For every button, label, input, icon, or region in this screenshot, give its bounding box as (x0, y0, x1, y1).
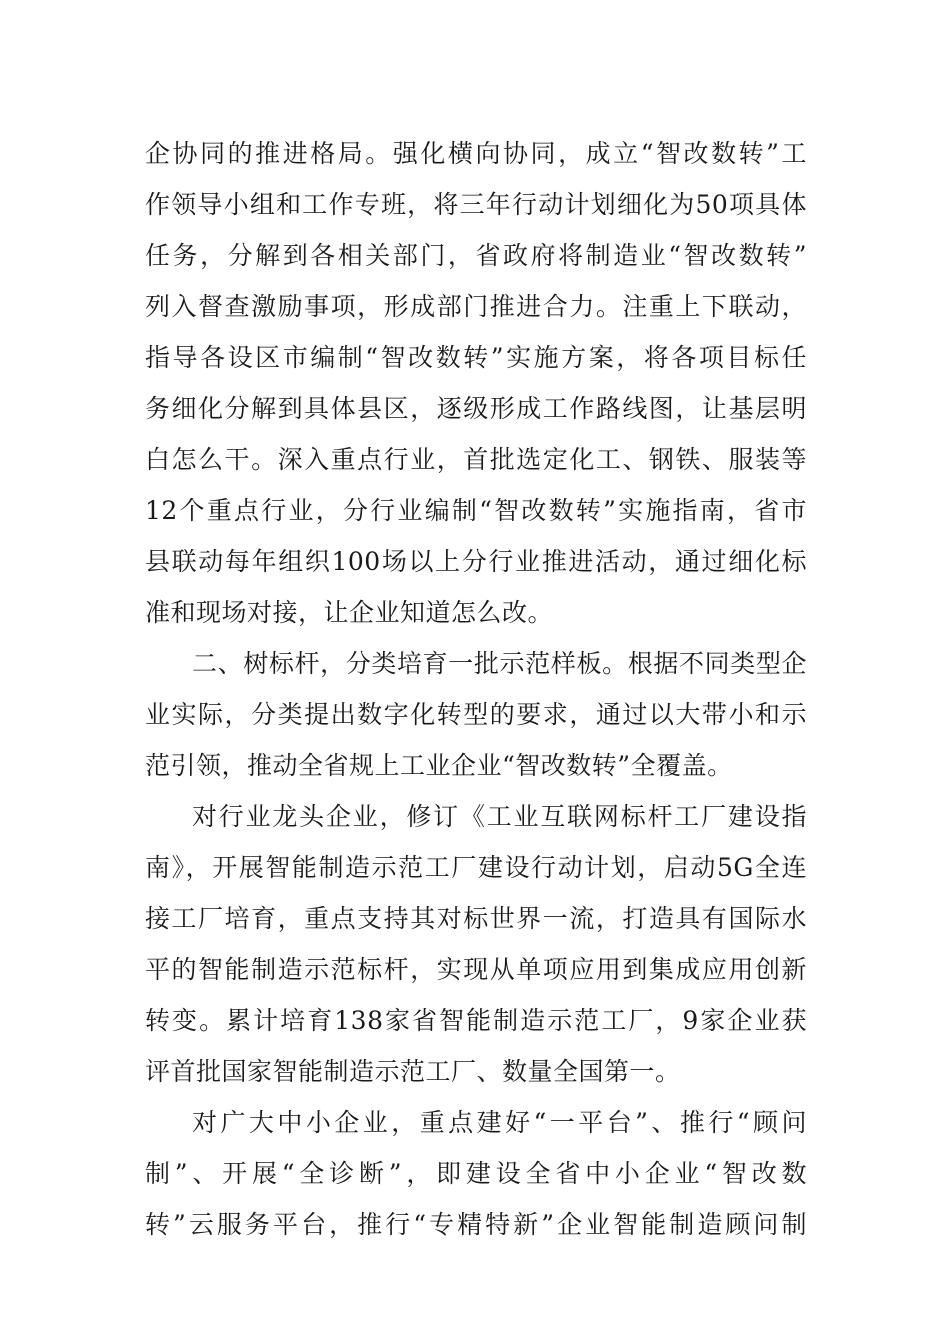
paragraph-3-line-2: 南》，开展智能制造示范工厂建设行动计划，启动5G全连 (145, 853, 807, 882)
paragraph-1-line-3: 任务，分解到各相关部门，省政府将制造业“智改数转” (145, 241, 807, 270)
paragraph-4-line-3: 转”云服务平台，推行“专精特新”企业智能制造顾问制 (145, 1210, 807, 1239)
paragraph-4-line-2: 制”、开展“全诊断”，即建设全省中小企业“智改数 (145, 1159, 807, 1188)
paragraph-1-line-7: 白怎么干。深入重点行业，首批选定化工、钢铁、服装等 (145, 445, 807, 474)
paragraph-1-line-5: 指导各设区市编制“智改数转”实施方案，将各项目标任 (145, 343, 807, 372)
paragraph-4-line-1: 对广大中小企业，重点建好“一平台”、推行“顾问 (192, 1108, 807, 1137)
paragraph-2-line-3: 范引领，推动全省规上工业企业“智改数转”全覆盖。 (145, 751, 733, 780)
paragraph-3-line-6: 评首批国家智能制造示范工厂、数量全国第一。 (145, 1057, 681, 1086)
paragraph-3-line-1: 对行业龙头企业，修订《工业互联网标杆工厂建设指 (192, 802, 807, 831)
paragraph-3-line-3: 接工厂培育，重点支持其对标世界一流，打造具有国际水 (145, 904, 807, 933)
paragraph-2-line-2: 业实际，分类提出数字化转型的要求，通过以大带小和示 (145, 700, 807, 729)
paragraph-1-line-6: 务细化分解到具体县区，逐级形成工作路线图，让基层明 (145, 394, 807, 423)
paragraph-1-line-2: 作领导小组和工作专班，将三年行动计划细化为50项具体 (145, 190, 807, 219)
paragraph-1-line-1: 企协同的推进格局。强化横向协同，成立“智改数转”工 (145, 139, 807, 168)
paragraph-3-line-5: 转变。累计培育138家省智能制造示范工厂，9家企业获 (145, 1006, 807, 1035)
paragraph-1-line-9: 县联动每年组织100场以上分行业推进活动，通过细化标 (145, 547, 807, 576)
document-body (145, 128, 807, 1250)
paragraph-3-line-4: 平的智能制造示范标杆，实现从单项应用到集成应用创新 (145, 955, 807, 984)
paragraph-1-line-8: 12个重点行业，分行业编制“智改数转”实施指南，省市 (145, 496, 807, 525)
paragraph-1-line-4: 列入督查激励事项，形成部门推进合力。注重上下联动， (145, 292, 807, 321)
paragraph-2-line-1: 二、树标杆，分类培育一批示范样板。根据不同类型企 (192, 649, 807, 678)
paragraph-1-line-10: 准和现场对接，让企业知道怎么改。 (145, 598, 554, 627)
